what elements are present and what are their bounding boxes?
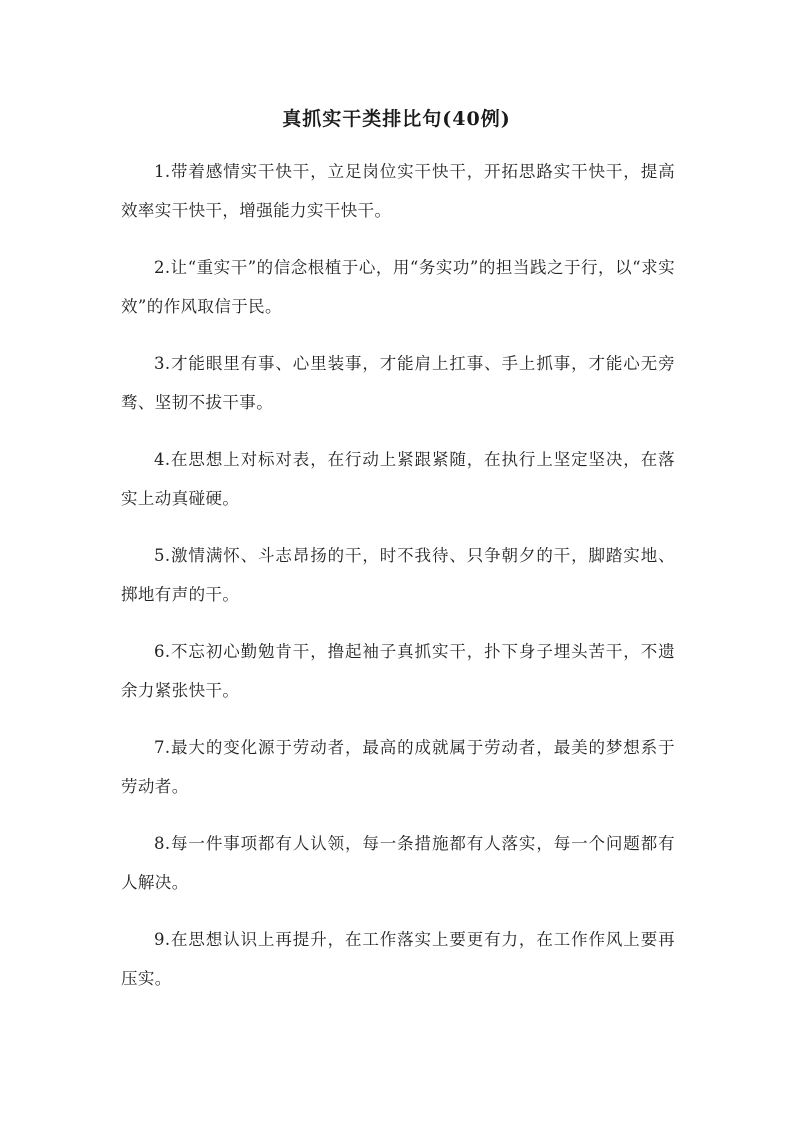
list-item: 2.让“重实干”的信念根植于心，用“务实功”的担当践之于行，以“求实效”的作风取信于民。: [121, 258, 675, 316]
list-item: 6.不忘初心勤勉肯干，撸起袖子真抓实干，扑下身子埋头苦干，不遗余力紧张快干。: [121, 642, 675, 700]
list-item: 9.在思想认识上再提升，在工作落实上要更有力，在工作作风上要再压实。: [121, 930, 675, 988]
list-item: 1.带着感情实干快干，立足岗位实干快干，开拓思路实干快干，提高效率实干快干，增强能力实干快干。: [121, 162, 675, 220]
item-list: [121, 152, 675, 1016]
list-item: 3.才能眼里有事、心里装事，才能肩上扛事、手上抓事，才能心无旁骛、坚韧不拔干事。: [121, 354, 675, 412]
list-item: 4.在思想上对标对表，在行动上紧跟紧随，在执行上坚定坚决，在落实上动真碰硬。: [121, 450, 675, 508]
list-item: 7.最大的变化源于劳动者，最高的成就属于劳动者，最美的梦想系于劳动者。: [121, 738, 675, 796]
document-title: 真抓实干类排比句(40例): [282, 108, 511, 130]
list-item: 8.每一件事项都有人认领，每一条措施都有人落实，每一个问题都有人解决。: [121, 834, 675, 892]
list-item: 5.激情满怀、斗志昂扬的干，时不我待、只争朝夕的干，脚踏实地、掷地有声的干。: [121, 546, 675, 604]
